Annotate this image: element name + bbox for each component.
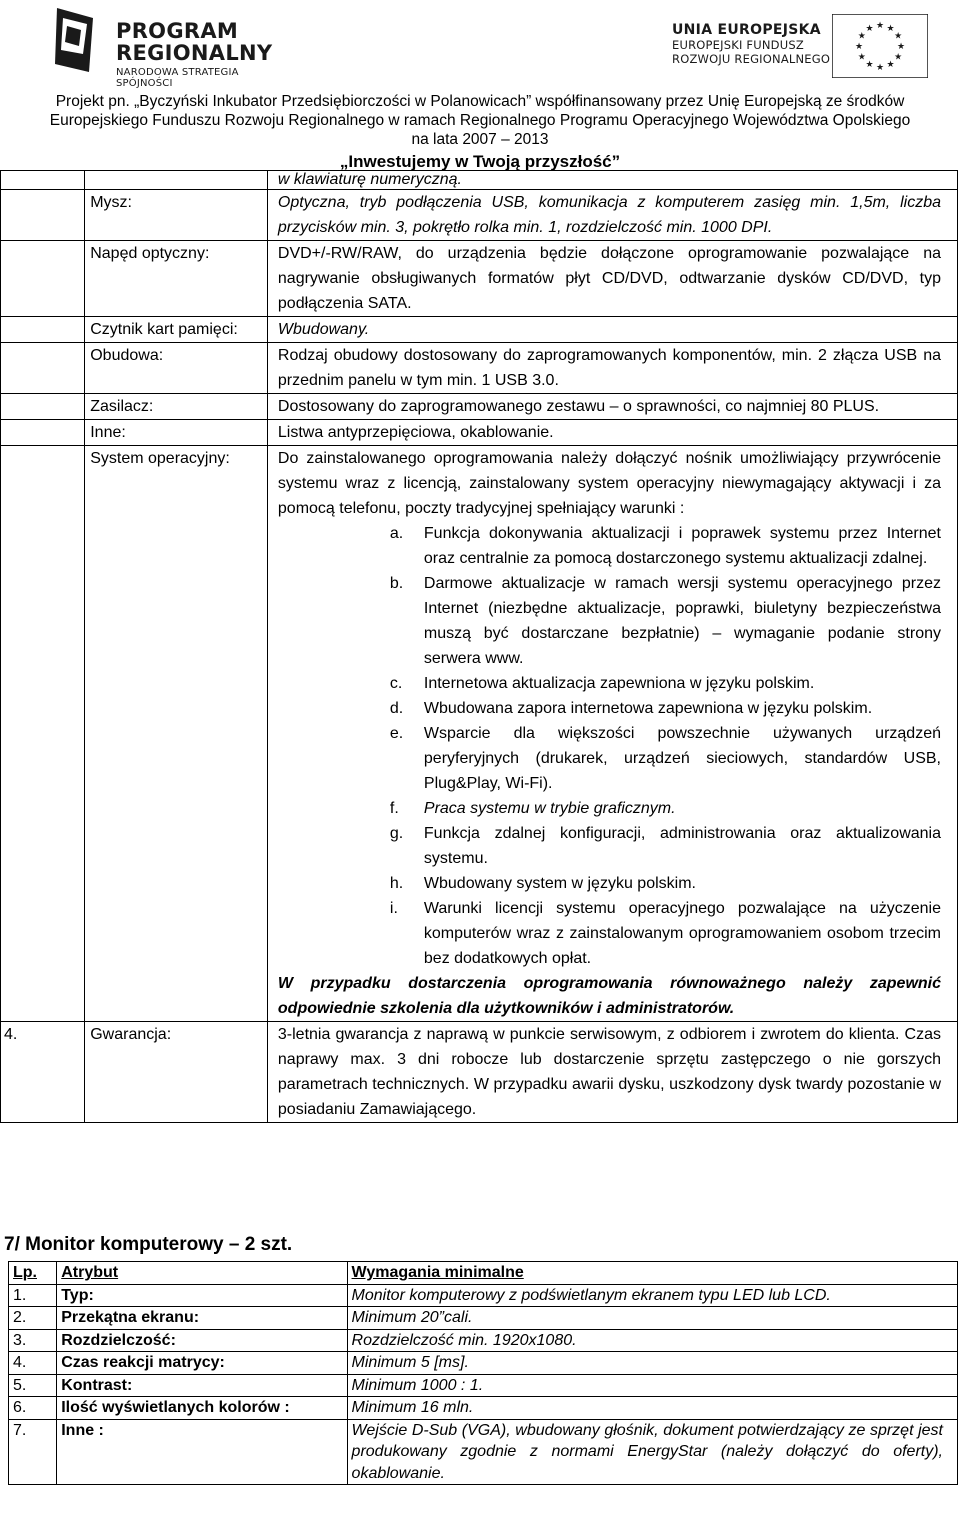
table-row <box>1 1022 958 1123</box>
row-attribute: Rozdzielczość: <box>57 1329 347 1352</box>
monitor-section-title: 7/ Monitor komputerowy – 2 szt. <box>4 1234 293 1255</box>
list-item: g. Funkcja zdalnej konfiguracji, administrowania oraz aktualizowania systemu. <box>389 825 941 867</box>
table-row <box>1 343 958 394</box>
card-reader-value: Wbudowany. <box>267 317 957 343</box>
list-item: a. Funkcja dokonywania aktualizacji i poprawek systemu przez Internet oraz centralnie za pomocą dostarczonego systemu aktualizacji zdalnej. <box>389 525 941 567</box>
list-item: f. Praca systemu w trybie graficznym. <box>389 800 676 817</box>
table-row <box>9 1419 958 1485</box>
row-requirement: Rozdzielczość min. 1920x1080. <box>347 1329 957 1352</box>
row-requirement: Monitor komputerowy z podświetlanym ekranem typu LED lub LCD. <box>347 1284 957 1307</box>
row-attribute: Kontrast: <box>57 1374 347 1397</box>
project-description <box>0 92 960 149</box>
row-number: 4. <box>9 1352 57 1375</box>
star-icon: ★ <box>886 60 895 71</box>
page-header <box>0 0 960 176</box>
table-row <box>9 1329 958 1352</box>
monitor-spec-table <box>8 1261 958 1485</box>
logo-left-line3: NARODOWA STRATEGIA SPÓJNOŚCI <box>116 67 239 89</box>
mouse-value: Optyczna, tryb podłączenia USB, komunikacja z komputerem zasięg min. 1,5m, liczba przycisków min. 3, pokrętło rolka min. 1, rozdzielczość min. 1000 DPI. <box>267 190 957 241</box>
mouse-label: Mysz: <box>85 190 268 241</box>
star-icon: ★ <box>886 23 895 34</box>
column-header-lp: Lp. <box>9 1262 57 1285</box>
row-requirement: Minimum 5 [ms]. <box>347 1352 957 1375</box>
table-row <box>1 317 958 343</box>
keyboard-tail: w klawiaturę numeryczną. <box>267 171 957 190</box>
logo-right-line3: ROZWOJU REGIONALNEGO <box>672 52 831 66</box>
star-icon: ★ <box>865 60 874 71</box>
motto: „Inwestujemy w Twoją przyszłość” <box>339 152 621 171</box>
logo-left-line1: PROGRAM <box>116 19 239 43</box>
row-number: 6. <box>9 1397 57 1420</box>
table-header-row <box>9 1262 958 1285</box>
table-row <box>9 1284 958 1307</box>
os-equivalent-note: W przypadku dostarczenia oprogramowania równoważnego należy zapewnić odpowiednie szkolenia dla użytkowników i administratorów. <box>277 975 941 1017</box>
column-header-requirements: Wymagania minimalne <box>347 1262 957 1285</box>
star-icon: ★ <box>894 31 903 42</box>
row-requirement: Minimum 20”cali. <box>347 1307 957 1330</box>
row-attribute: Przekątna ekranu: <box>57 1307 347 1330</box>
list-item: h. Wbudowany system w języku polskim. <box>389 875 696 892</box>
row-attribute: Typ: <box>57 1284 347 1307</box>
row-requirement: Minimum 16 mln. <box>347 1397 957 1420</box>
psu-label: Zasilacz: <box>85 394 268 420</box>
table-row <box>1 420 958 446</box>
os-intro: Do zainstalowanego oprogramowania należy dołączyć nośnik umożliwiający przywrócenie systemu wraz z licencją, zainstalowany system operacyjny niewymagający aktywacji i za pomocą telefonu, poczty tradycyjnej spełniający warunki : <box>277 450 941 517</box>
table-row <box>1 190 958 241</box>
row-number: 7. <box>9 1419 57 1485</box>
warranty-label: Gwarancja: <box>85 1022 268 1123</box>
star-icon: ★ <box>854 42 864 52</box>
os-label: System operacyjny: <box>85 446 268 1022</box>
table-row <box>1 394 958 420</box>
warranty-value: 3-letnia gwarancja z naprawą w punkcie serwisowym, z odbiorem i zwrotem do klienta. Czas naprawy max. 3 dni robocze lub dostarczenie sprzętu zastępczego o nie gorszych parametrach technicznych. W przypadku awarii dysku, uszkodzony dysk twardy pozostanie w posiadaniu Zamawiającego. <box>267 1022 957 1123</box>
star-icon: ★ <box>865 23 874 34</box>
star-icon: ★ <box>875 63 885 73</box>
case-value: Rodzaj obudowy dostosowany do zaprogramowanych komponentów, min. 2 złącza USB na przednim panelu w tym min. 1 USB 3.0. <box>267 343 957 394</box>
list-item: d. Wbudowana zapora internetowa zapewniona w języku polskim. <box>389 700 873 717</box>
row-number: 2. <box>9 1307 57 1330</box>
other-value: Listwa antyprzepięciowa, okablowanie. <box>267 420 957 446</box>
row-number: 1. <box>9 1284 57 1307</box>
logo-right-line1: UNIA EUROPEJSKA <box>672 22 821 38</box>
table-row <box>9 1397 958 1420</box>
logo-left-line2: REGIONALNY <box>116 41 273 65</box>
eu-fund-logo-text <box>672 22 830 66</box>
star-icon: ★ <box>857 52 866 63</box>
project-line2: Europejskiego Funduszu Rozwoju Regionalnego w ramach Regionalnego Programu Operacyjnego Województwa Opolskiego <box>49 112 911 129</box>
project-line1: Projekt pn. „Byczyński Inkubator Przedsiębiorczości w Polanowicach” współfinansowany przez Unię Europejską ze środków <box>55 93 905 110</box>
psu-value: Dostosowany do zaprogramowanego zestawu – o sprawności, co najmniej 80 PLUS. <box>267 394 957 420</box>
project-line3: na lata 2007 – 2013 <box>411 131 549 148</box>
row-number: 5. <box>9 1374 57 1397</box>
row-requirement: Wejście D-Sub (VGA), wbudowany głośnik, dokument potwierdzający ze sprzęt jest produkowany zgodnie z normami EnergyStar (należy dołączyć do oferty), okablowanie. <box>347 1419 957 1485</box>
os-value <box>267 446 957 1022</box>
row-attribute: Czas reakcji matrycy: <box>57 1352 347 1375</box>
optical-drive-value: DVD+/-RW/RAW, do urządzenia będzie dołączone oprogramowanie pozwalające na nagrywanie obsługiwanych formatów płyt CD/DVD, odtwarzanie dysków CD/DVD, typ podłączenia SATA. <box>267 241 957 317</box>
table-row <box>9 1307 958 1330</box>
table-row <box>1 241 958 317</box>
star-icon: ★ <box>875 21 885 31</box>
row-attribute: Ilość wyświetlanych kolorów : <box>57 1397 347 1420</box>
case-label: Obudowa: <box>85 343 268 394</box>
star-icon: ★ <box>857 31 866 42</box>
table-row <box>9 1374 958 1397</box>
star-icon: ★ <box>896 42 906 52</box>
table-row <box>1 446 958 1022</box>
flag-icon <box>53 4 99 76</box>
card-reader-label: Czytnik kart pamięci: <box>85 317 268 343</box>
program-regionalny-logo <box>26 2 296 90</box>
row-attribute: Inne : <box>57 1419 347 1485</box>
os-requirements-list <box>278 521 941 971</box>
table-row <box>1 171 958 190</box>
list-item: b. Darmowe aktualizacje w ramach wersji systemu operacyjnego przez Internet (niezbędne aktualizacje, poprawki, biuletyny bezpieczeństwa muszą być dostarczane bezpłatnie) – wymaganie podanie strony serwera www. <box>389 575 941 667</box>
list-item: c. Internetowa aktualizacja zapewniona w języku polskim. <box>389 675 815 692</box>
star-icon: ★ <box>894 52 903 63</box>
list-item: e. Wsparcie dla większości powszechnie używanych urządzeń peryferyjnych (drukarek, urządzeń sieciowych, standardów USB, Plug&Play, Wi-Fi). <box>389 725 941 792</box>
eu-flag-icon <box>832 14 928 78</box>
other-label: Inne: <box>85 420 268 446</box>
logo-right-line2: EUROPEJSKI FUNDUSZ <box>672 38 804 52</box>
row-requirement: Minimum 1000 : 1. <box>347 1374 957 1397</box>
column-header-attribute: Atrybut <box>57 1262 347 1285</box>
row-number: 3. <box>9 1329 57 1352</box>
table-row <box>9 1352 958 1375</box>
optical-drive-label: Napęd optyczny: <box>85 241 268 317</box>
list-item: i. Warunki licencji systemu operacyjnego pozwalające na użyczenie komputerów wraz z zainstalowanym oprogramowaniem osobom trzecim bez dodatkowych opłat. <box>389 900 941 967</box>
warranty-num: 4. <box>1 1022 85 1123</box>
computer-spec-table <box>0 170 958 1123</box>
